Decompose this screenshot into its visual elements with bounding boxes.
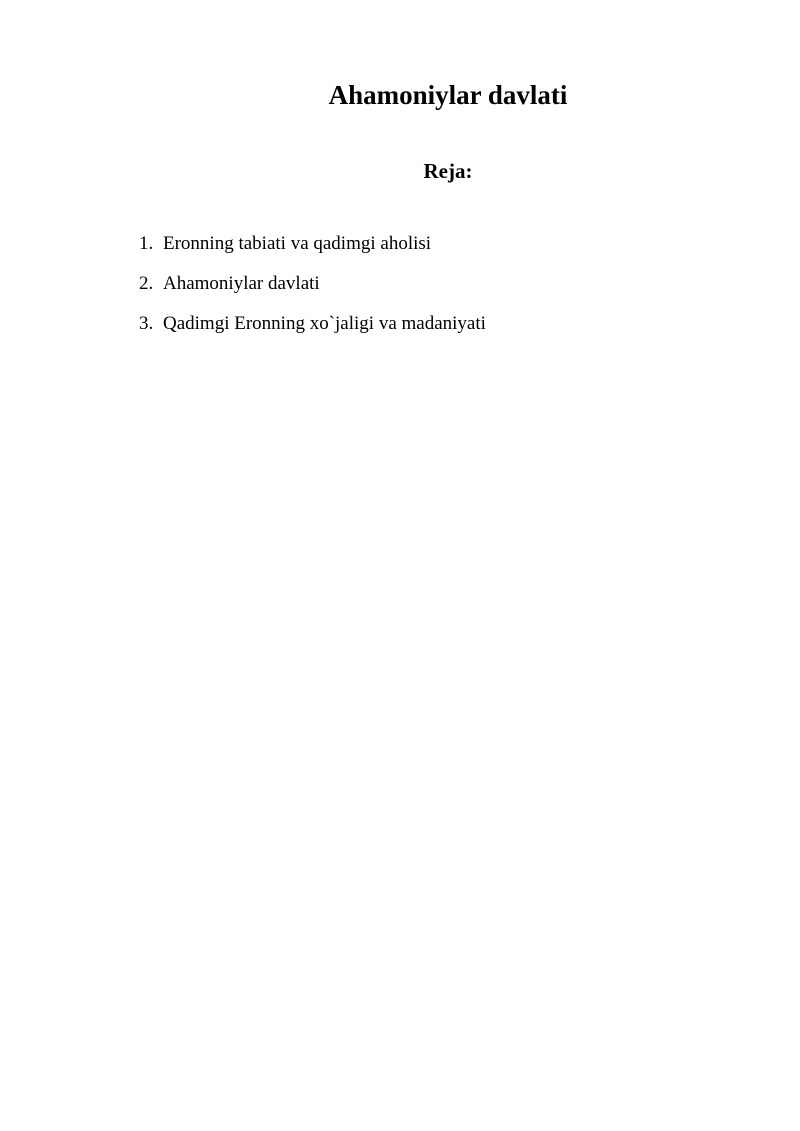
document-title: Ahamoniylar davlati	[328, 80, 568, 110]
plan-heading: Reja:	[423, 159, 473, 183]
plan-list	[139, 229, 486, 349]
plan-list-item	[139, 309, 486, 349]
plan-item-text: Qadimgi Eronning xo`jaligi va madaniyati	[163, 313, 486, 334]
plan-item-number: 2.	[139, 273, 154, 294]
plan-item-number: 3.	[139, 313, 154, 334]
plan-list-item	[139, 229, 486, 269]
plan-list-item	[139, 269, 486, 309]
plan-item-text: Eronning tabiati va qadimgi aholisi	[163, 233, 432, 254]
plan-item-number: 1.	[139, 233, 154, 254]
plan-item-text: Ahamoniylar davlati	[163, 273, 320, 294]
